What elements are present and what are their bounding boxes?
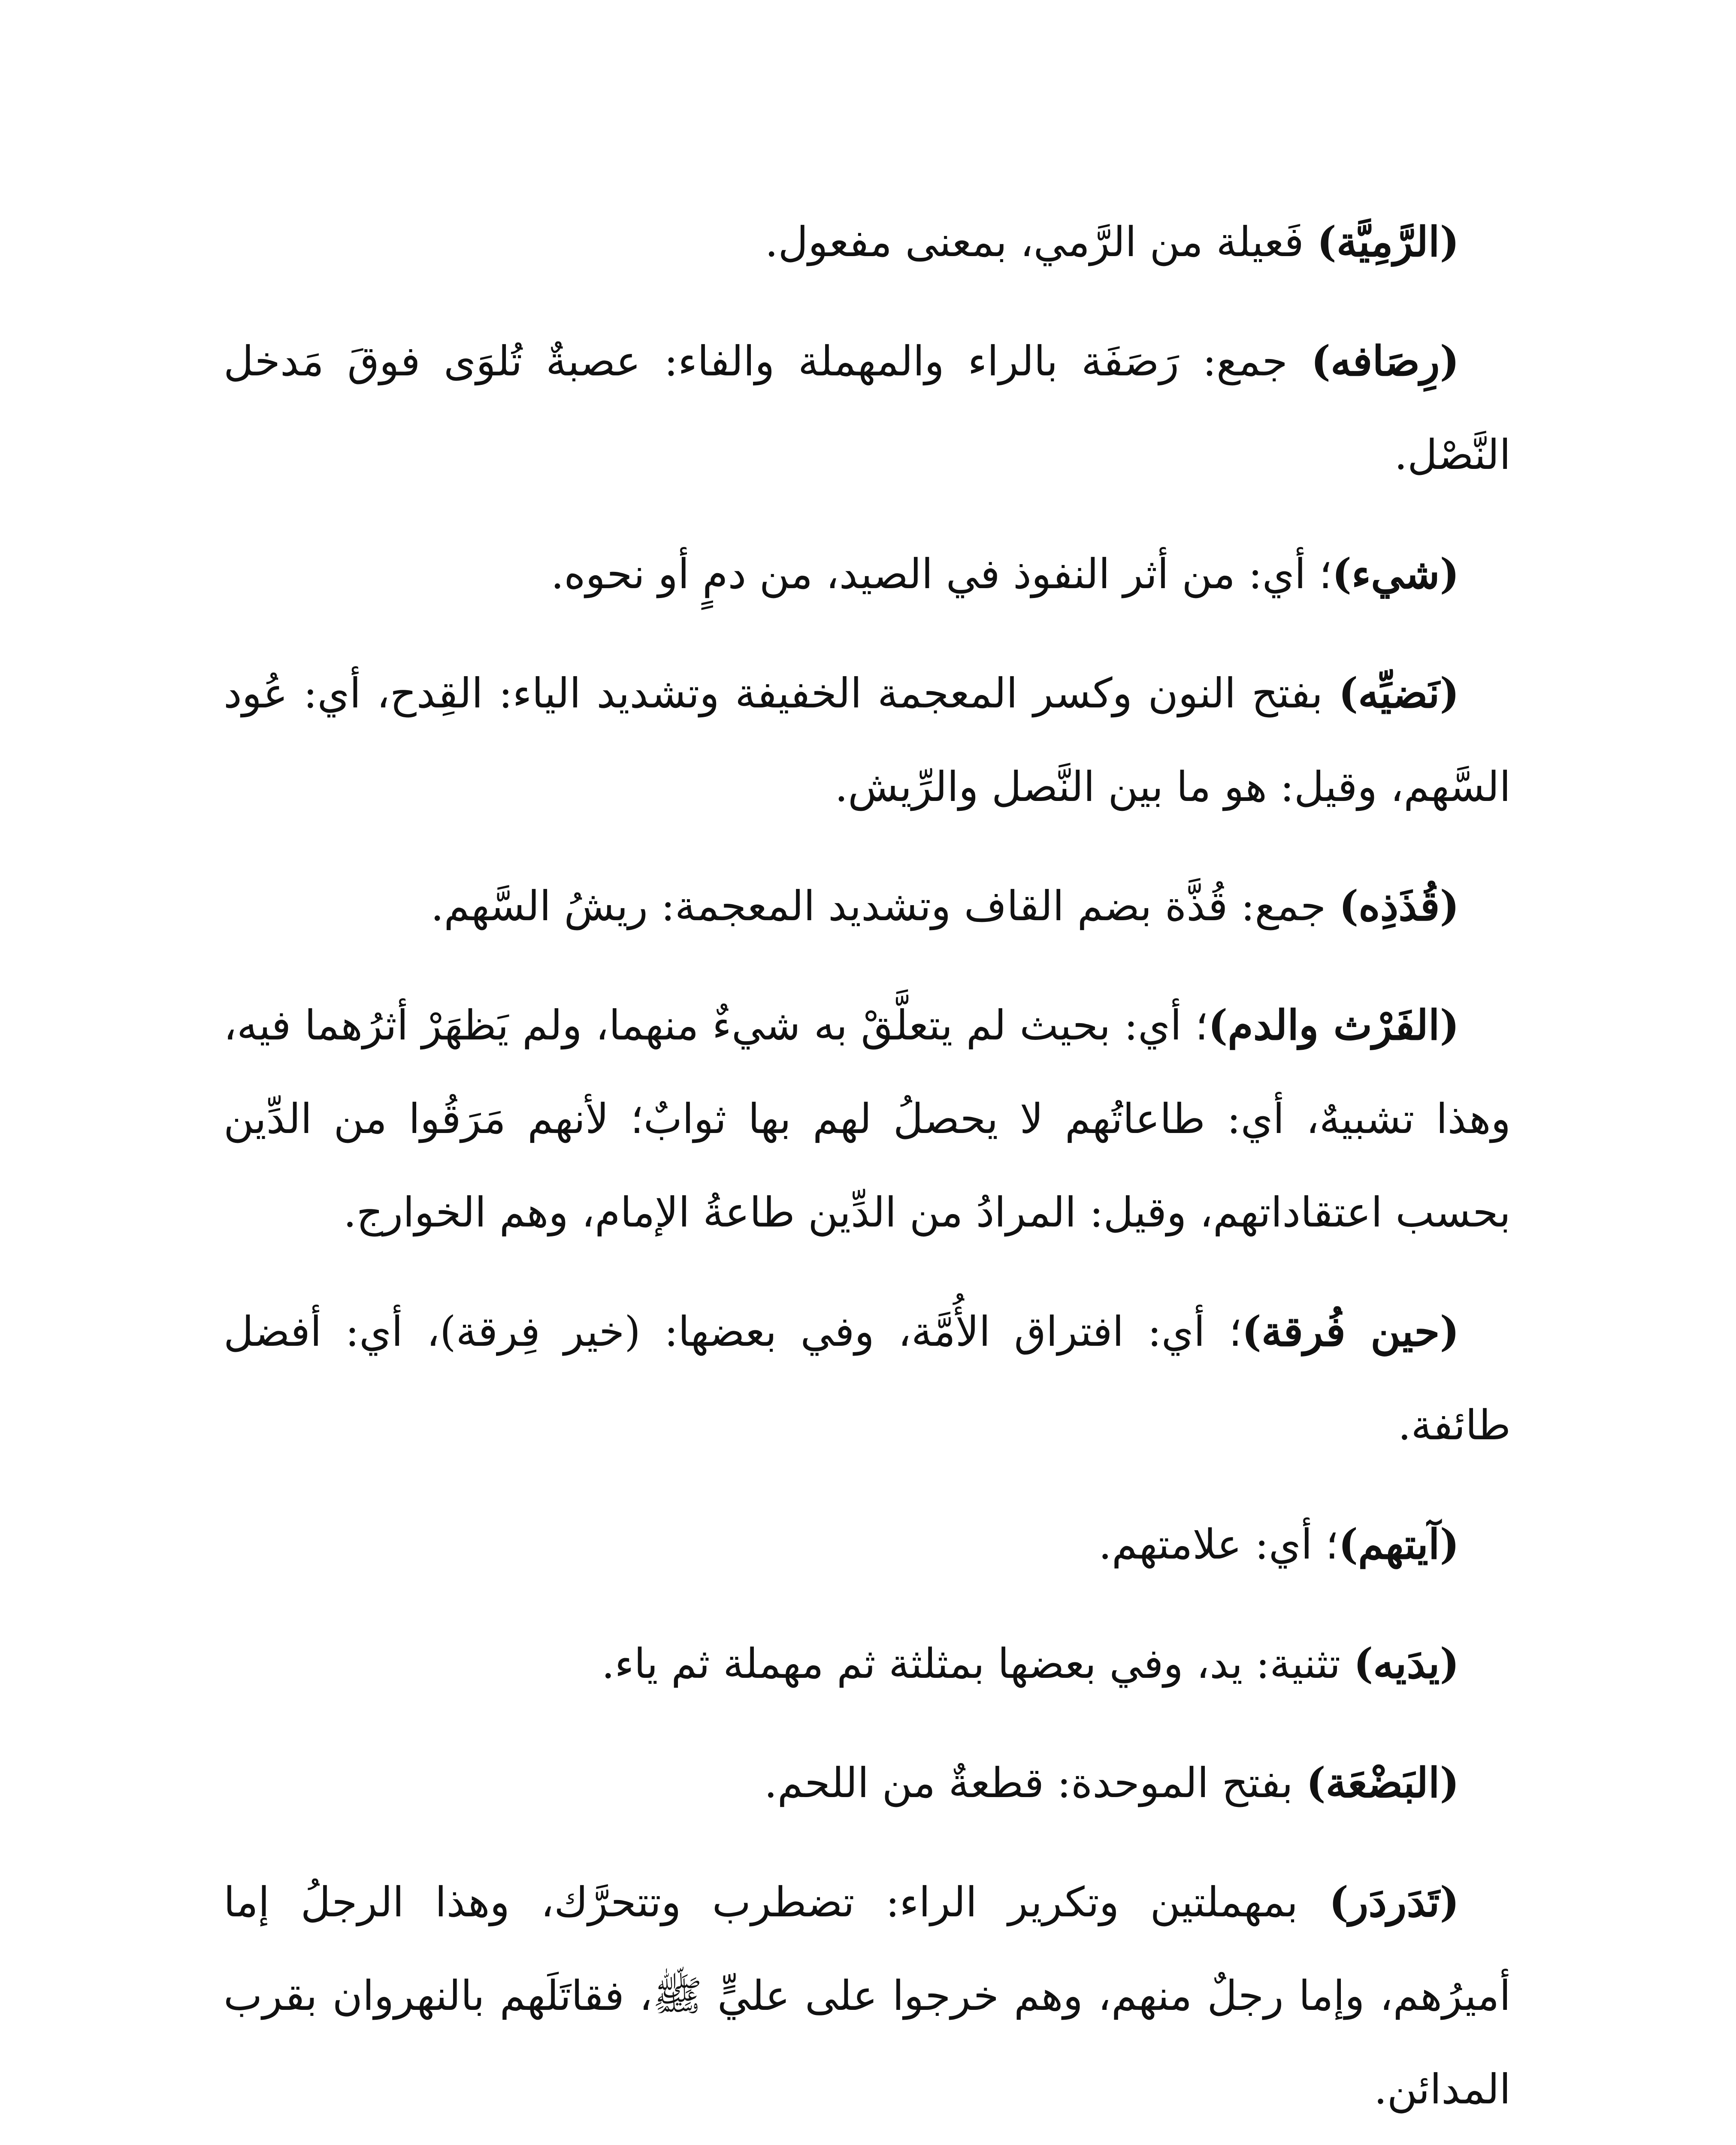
entry-risafih (224, 314, 1511, 502)
entry-term: (رِصَافه) (1311, 337, 1459, 385)
entry-ayatuhum (224, 1498, 1511, 1591)
entry-text: فَعيلة من الرَّمي، بمعنى مفعول. (765, 218, 1317, 266)
entry-term: (تَدَردَر) (1329, 1878, 1459, 1926)
entry-term: (قُذَذِه) (1339, 882, 1459, 930)
entry-text: ؛ أي: بحيث لم يتعلَّقْ به شيءٌ منهما، ولم يَظهَرْ أثرُهما فيه، وهذا تشبيهٌ، أي: طاعاتُهم لا يحصلُ لهم بها ثوابٌ؛ لأنهم مَرَقُوا من الدِّين بحسب اعتقاداتهم، وقيل: المرادُ من الدِّين طاعةُ الإمام، وهم الخوارج. (224, 1001, 1511, 1236)
entry-text: ؛ أي: افتراق الأُمَّة، وفي بعضها: (خير فِرقة)، أي: أفضل طائفة. (224, 1308, 1511, 1449)
entry-al-bad-a (224, 1736, 1511, 1830)
entry-hin-furqa (224, 1285, 1511, 1472)
entry-qudhadhih (224, 859, 1511, 953)
entry-text: بفتح الموحدة: قطعةٌ من اللحم. (764, 1759, 1307, 1807)
entry-term: (يدَيه) (1353, 1639, 1459, 1688)
entry-text: جمع: قُذَّة بضم القاف وتشديد المعجمة: ريشُ السَّهم. (430, 882, 1339, 930)
entry-term: (البَضْعَة) (1306, 1758, 1459, 1807)
entry-tadardar (224, 1855, 1511, 2136)
entry-text: جمع: رَصَفَة بالراء والمهملة والفاء: عصبةٌ تُلوَى فوقَ مَدخل النَّصْل. (224, 337, 1511, 479)
entry-text: بمهملتين وتكرير الراء: تضطرب وتتحرَّك، وهذا الرجلُ إما أميرُهم، وإما رجلٌ منهم، وهم خرجوا على عليٍّ ﷺ، فقاتَلَهم بالنهروان بقرب المدائن. (224, 1878, 1511, 2113)
entry-text: ؛ أي: من أثر النفوذ في الصيد، من دمٍ أو نحوه. (550, 550, 1332, 598)
entry-term: (شيء) (1332, 550, 1459, 598)
commentary-text (224, 195, 1511, 2145)
entry-term: (نَضيِّه) (1338, 669, 1459, 717)
entry-term: (آيتهم) (1338, 1520, 1459, 1568)
entry-al-farth (224, 979, 1511, 1259)
entry-text: تثنية: يد، وفي بعضها بمثلثة ثم مهملة ثم ياء. (601, 1640, 1354, 1688)
entry-text: بفتح النون وكسر المعجمة الخفيفة وتشديد الياء: القِدح، أي: عُود السَّهم، وقيل: هو ما بين النَّصل والرِّيش. (224, 669, 1511, 811)
entry-term: (الرَّمِيَّة) (1317, 218, 1459, 266)
entry-nadiyyih (224, 647, 1511, 834)
entry-term: (الفَرْث والدم) (1208, 1001, 1460, 1049)
entry-term: (حين فُرقة) (1242, 1307, 1460, 1356)
entry-yadayh (224, 1617, 1511, 1710)
entry-al-ramiyya (224, 195, 1511, 289)
entry-shay (224, 527, 1511, 621)
entry-text: ؛ أي: علامتهم. (1098, 1520, 1339, 1568)
